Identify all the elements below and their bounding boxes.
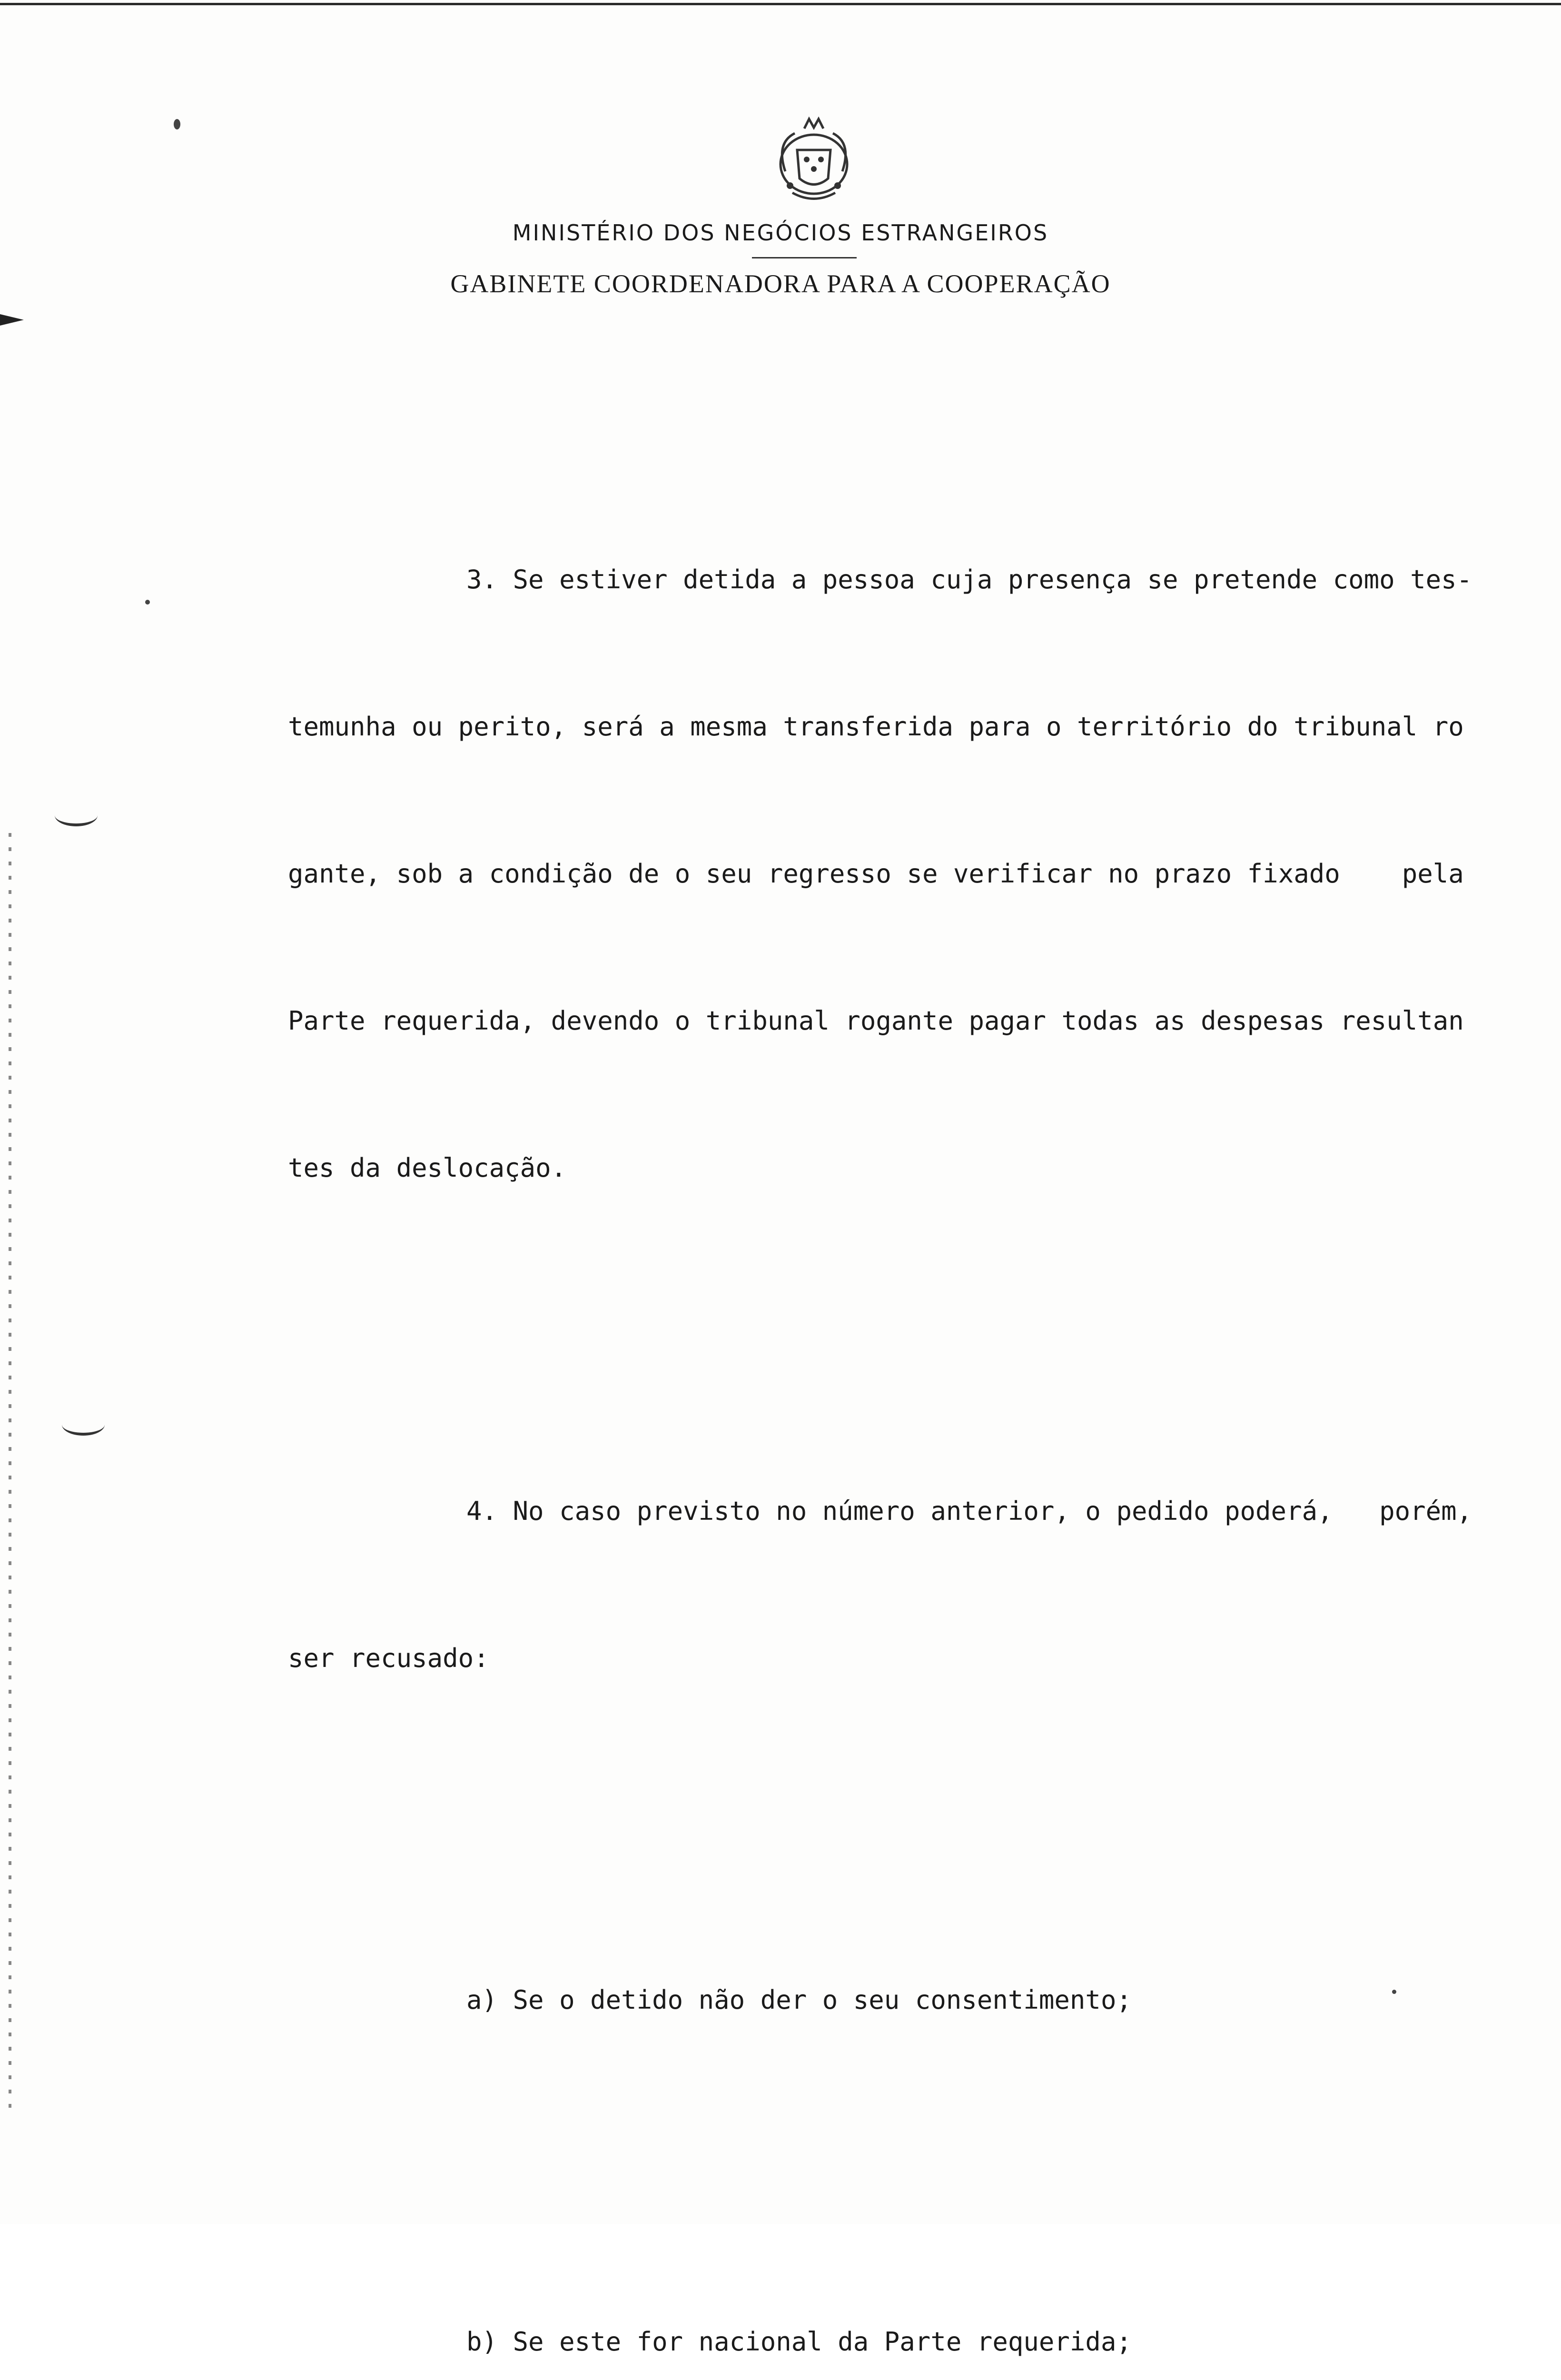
- scan-dot: [145, 600, 150, 605]
- list-item: a) Se o detido não der o seu consentimento;: [466, 1985, 1132, 2015]
- coat-of-arms-icon: [757, 114, 871, 209]
- paragraph-line: tes da deslocação.: [288, 1153, 567, 1183]
- paragraph-line: gante, sob a condição de o seu regresso se verificar no prazo fixado pela: [288, 859, 1464, 889]
- scan-arrow-mark: [0, 314, 24, 326]
- paragraph-line: Parte requerida, devendo o tribunal rogante pagar todas as despesas resultan: [288, 1006, 1464, 1036]
- binding-edge-marks: [9, 833, 11, 2118]
- header-divider: [752, 257, 857, 258]
- top-border-line: [0, 3, 1561, 5]
- paragraph-line: 3. Se estiver detida a pessoa cuja presença se pretende como tes-: [466, 565, 1472, 595]
- paragraph-line: 4. No caso previsto no número anterior, o pedido poderá, porém,: [466, 1496, 1472, 1526]
- paragraph-line: ser recusado:: [288, 1643, 489, 1673]
- list-item: b) Se este for nacional da Parte requerida;: [466, 2327, 1132, 2357]
- punch-hole-mark: [62, 1414, 105, 1436]
- scan-dot: [174, 119, 180, 129]
- spacer: [288, 2122, 1518, 2170]
- document-body: [288, 457, 1518, 2380]
- spacer: [288, 1290, 1518, 1339]
- spacer: [288, 1781, 1518, 1828]
- punch-hole-mark: [55, 804, 98, 826]
- paragraph-line: temunha ou perito, será a mesma transferida para o território do tribunal ro: [288, 712, 1464, 742]
- office-title: GABINETE COORDENADORA PARA A COOPERAÇÃO: [450, 269, 1111, 298]
- ministry-title: MINISTÉRIO DOS NEGÓCIOS ESTRANGEIROS: [512, 220, 1049, 246]
